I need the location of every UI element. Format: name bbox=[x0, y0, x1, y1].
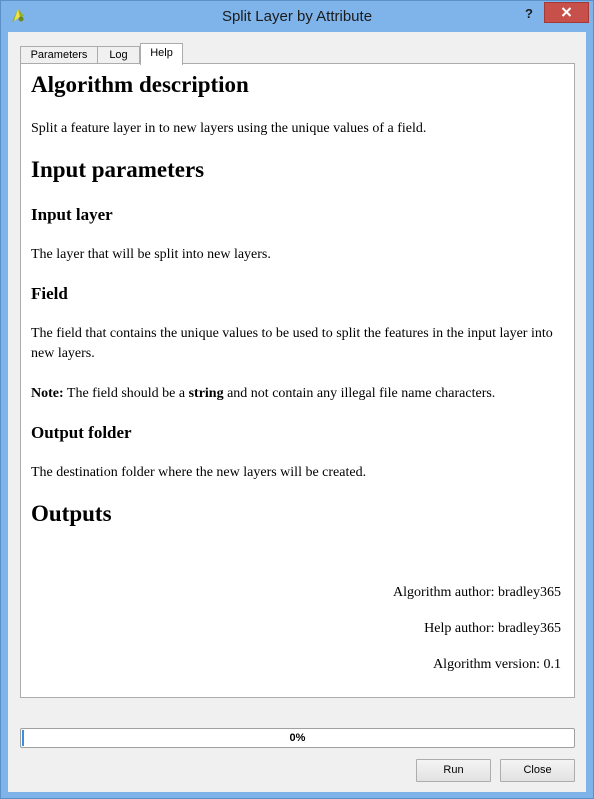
algorithm-description-text: Split a feature layer in to new layers using the unique values of a field. bbox=[31, 121, 427, 136]
tab-parameters[interactable]: Parameters bbox=[20, 46, 98, 64]
help-author: Help author: bradley365 bbox=[424, 621, 561, 636]
algorithm-author: Algorithm author: bradley365 bbox=[393, 585, 561, 600]
input-layer-heading: Input layer bbox=[31, 205, 113, 224]
algorithm-description-heading: Algorithm description bbox=[31, 72, 249, 97]
close-window-button[interactable] bbox=[544, 2, 589, 23]
dialog-client-area bbox=[8, 32, 586, 792]
note-label: Note: bbox=[31, 386, 64, 401]
progress-bar bbox=[20, 728, 575, 748]
window-title: Split Layer by Attribute bbox=[221, 8, 373, 25]
title-bar[interactable] bbox=[1, 1, 593, 32]
field-text: The field that contains the unique values to be used to split the features in the input layer into new layers. bbox=[31, 326, 553, 361]
progress-label: 0% bbox=[289, 732, 306, 744]
note-text-2: and not contain any illegal file name characters. bbox=[223, 386, 496, 401]
outputs-heading: Outputs bbox=[31, 501, 112, 526]
tab-log[interactable]: Log bbox=[97, 46, 140, 64]
output-folder-text: The destination folder where the new layers will be created. bbox=[31, 465, 367, 480]
input-parameters-heading: Input parameters bbox=[31, 157, 205, 182]
help-button[interactable]: ? bbox=[525, 6, 533, 21]
close-button[interactable]: Close bbox=[500, 759, 575, 782]
run-button[interactable]: Run bbox=[416, 759, 491, 782]
field-heading: Field bbox=[31, 284, 68, 303]
tab-help[interactable]: Help bbox=[140, 43, 183, 65]
input-layer-text: The layer that will be split into new layers. bbox=[31, 247, 271, 262]
note-bold-string: string bbox=[188, 386, 224, 401]
help-panel[interactable] bbox=[20, 63, 575, 698]
output-folder-heading: Output folder bbox=[31, 423, 132, 442]
close-icon bbox=[545, 3, 588, 22]
algorithm-version: Algorithm version: 0.1 bbox=[433, 657, 561, 672]
note-text-1: The field should be a bbox=[63, 386, 189, 401]
field-note bbox=[31, 384, 561, 404]
